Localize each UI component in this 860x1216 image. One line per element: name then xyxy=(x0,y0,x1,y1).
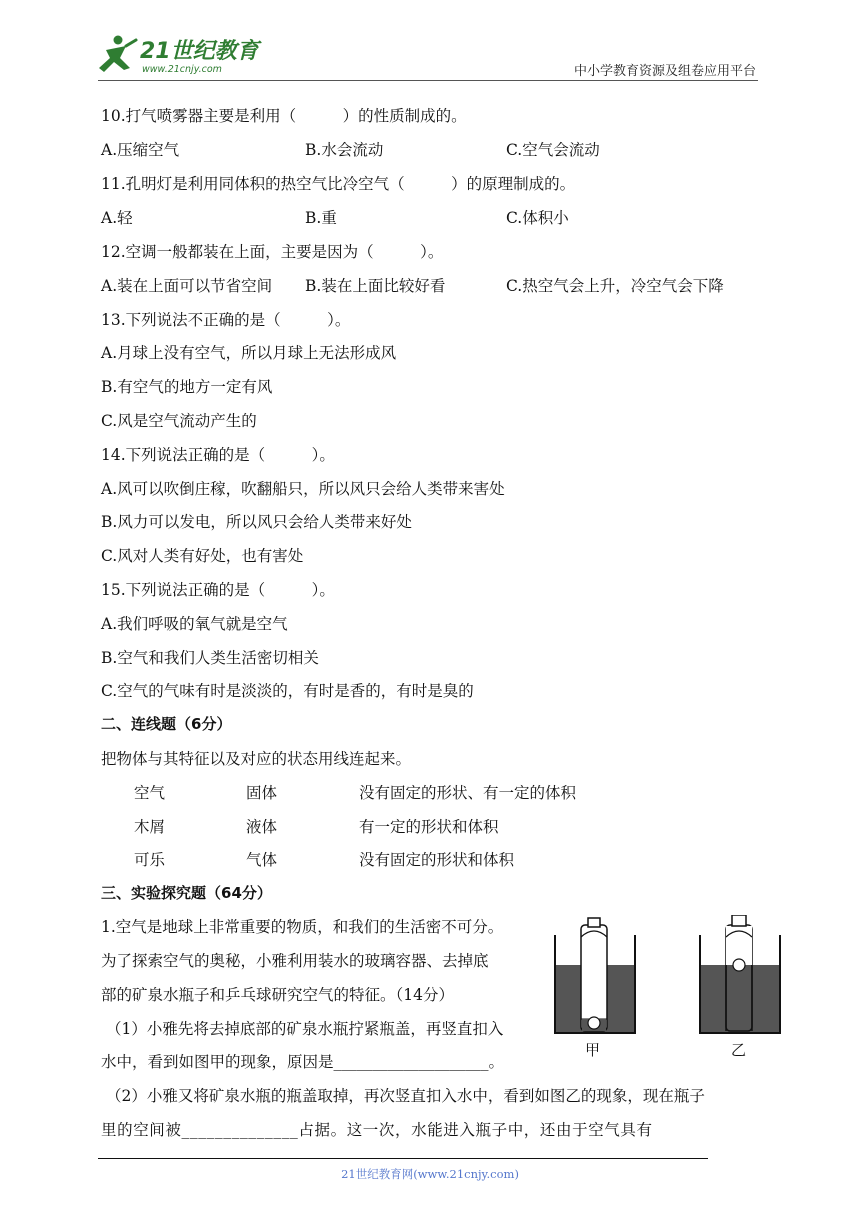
match-object: 空气 xyxy=(134,784,166,802)
option-a: A.轻 xyxy=(101,209,133,227)
page-header xyxy=(0,0,860,90)
logo xyxy=(96,32,266,78)
option-c: C.风对人类有好处，也有害处 xyxy=(101,547,304,565)
option-a: A.压缩空气 xyxy=(101,141,180,159)
footer-divider xyxy=(98,1158,708,1159)
option-b: B.装在上面比较好看 xyxy=(305,277,446,295)
option-b: B.重 xyxy=(305,209,337,227)
section-title: 二、连线题（6分） xyxy=(101,715,232,733)
container-yi xyxy=(700,915,780,1033)
question-stem: 13.下列说法不正确的是（ ）。 xyxy=(101,311,351,329)
platform-label: 中小学教育资源及组卷应用平台 xyxy=(573,64,756,79)
option-b: B.风力可以发电，所以风只会给人类带来好处 xyxy=(101,513,412,531)
experiment-figure xyxy=(548,915,788,1065)
option-b: B.空气和我们人类生活密切相关 xyxy=(101,649,319,667)
question-stem: 15.下列说法正确的是（ ）。 xyxy=(101,581,335,599)
runner-icon xyxy=(99,36,136,73)
svg-text:21世纪教育: 21世纪教育 xyxy=(140,39,259,64)
question-stem: 10.打气喷雾器主要是利用（ ）的性质制成的。 xyxy=(101,107,467,125)
experiment-text: （1）小雅先将去掉底部的矿泉水瓶拧紧瓶盖，再竖直扣入 xyxy=(106,1020,504,1038)
option-b: B.有空气的地方一定有风 xyxy=(101,378,273,396)
option-c: C.空气会流动 xyxy=(506,141,600,159)
svg-text:www.21cnjy.com: www.21cnjy.com xyxy=(142,64,222,75)
figure-label-yi: 乙 xyxy=(731,1041,747,1059)
match-feature: 有一定的形状和体积 xyxy=(359,818,499,836)
figure-label-jia: 甲 xyxy=(585,1041,601,1059)
section-instruction: 把物体与其特征以及对应的状态用线连起来。 xyxy=(101,750,412,768)
option-a: A.风可以吹倒庄稼，吹翻船只，所以风只会给人类带来害处 xyxy=(101,480,505,498)
option-c: C.体积小 xyxy=(506,209,569,227)
experiment-text: 水中，看到如图甲的现象，原因是____________________。 xyxy=(101,1053,505,1071)
match-object: 木屑 xyxy=(134,818,166,836)
match-state: 气体 xyxy=(246,851,278,869)
option-c: C.风是空气流动产生的 xyxy=(101,412,257,430)
option-c: C.热空气会上升，冷空气会下降 xyxy=(506,277,724,295)
match-feature: 没有固定的形状、有一定的体积 xyxy=(359,784,577,802)
footer-source: 21世纪教育网(www.21cnjy.com) xyxy=(341,1167,519,1181)
experiment-text: 里的空间被______________占据。这一次，水能进入瓶子中，还由于空气具有 xyxy=(101,1121,653,1139)
question-stem: 12.空调一般都装在上面，主要是因为（ ）。 xyxy=(101,243,444,261)
experiment-text: （2）小雅又将矿泉水瓶的瓶盖取掉，再次竖直扣入水中，看到如图乙的现象，现在瓶子 xyxy=(106,1087,705,1105)
match-state: 固体 xyxy=(246,784,278,802)
match-state: 液体 xyxy=(246,818,278,836)
question-stem: 14.下列说法正确的是（ ）。 xyxy=(101,446,335,464)
question-stem: 11.孔明灯是利用同体积的热空气比冷空气（ ）的原理制成的。 xyxy=(101,175,576,193)
experiment-text: 1.空气是地球上非常重要的物质，和我们的生活密不可分。 xyxy=(101,918,504,936)
option-a: A.我们呼吸的氧气就是空气 xyxy=(101,615,288,633)
section-title: 三、实验探究题（64分） xyxy=(101,884,272,902)
option-b: B.水会流动 xyxy=(305,141,384,159)
bottles-diagram xyxy=(548,915,788,1065)
match-object: 可乐 xyxy=(134,851,166,869)
option-c: C.空气的气味有时是淡淡的，有时是香的，有时是臭的 xyxy=(101,682,474,700)
match-feature: 没有固定的形状和体积 xyxy=(359,851,515,869)
header-divider xyxy=(98,80,758,81)
experiment-text: 部的矿泉水瓶子和乒乓球研究空气的特征。（14分） xyxy=(101,986,454,1004)
container-jia xyxy=(555,918,635,1033)
option-a: A.月球上没有空气，所以月球上无法形成风 xyxy=(101,344,397,362)
option-a: A.装在上面可以节省空间 xyxy=(101,277,273,295)
experiment-text: 为了探索空气的奥秘，小雅利用装水的玻璃容器、去掉底 xyxy=(101,952,489,970)
